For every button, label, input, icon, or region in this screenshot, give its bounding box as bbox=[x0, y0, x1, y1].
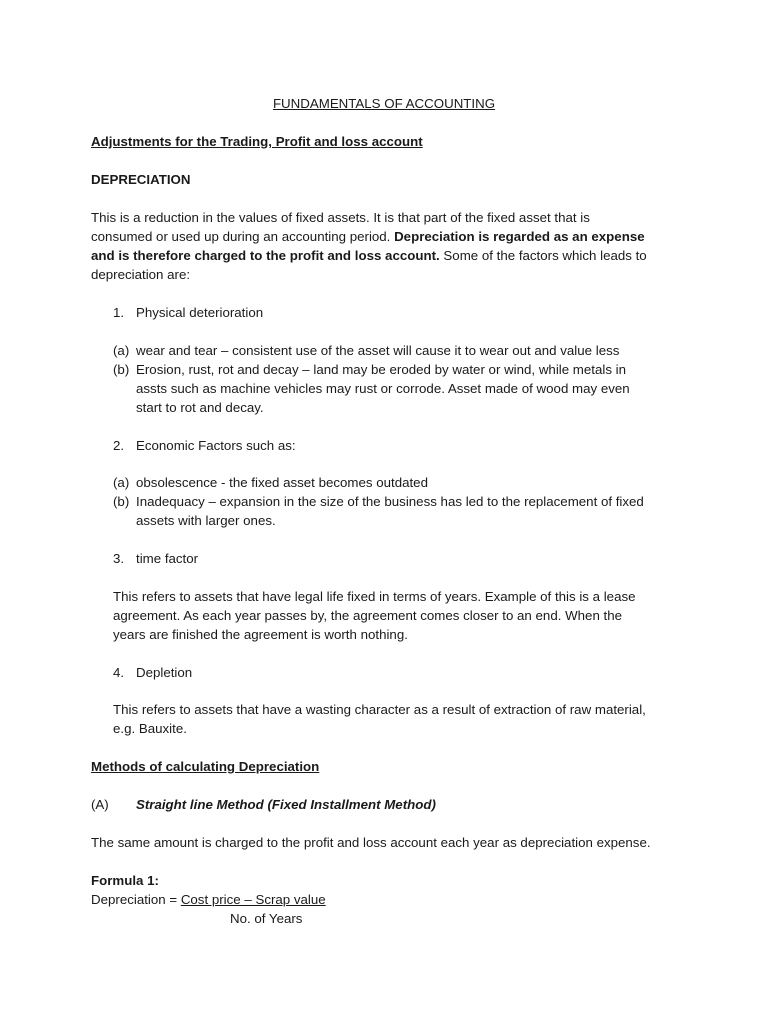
intro-line-3-plain: Some of the factors which leads to bbox=[439, 248, 647, 263]
subtitle: Adjustments for the Trading, Profit and loss account bbox=[91, 134, 423, 149]
formula-lhs: Depreciation = bbox=[91, 892, 181, 907]
intro-line-2-plain: consumed or used up during an accounting period. bbox=[91, 229, 395, 244]
formula-label: Formula 1: bbox=[91, 873, 159, 888]
intro-line-1: This is a reduction in the values of fixed assets. It is that part of the fixed asset that is bbox=[91, 210, 590, 225]
intro-line-2-bold: Depreciation is regarded as an expense bbox=[394, 229, 645, 244]
intro-line-3 bbox=[91, 246, 647, 265]
methods-heading: Methods of calculating Depreciation bbox=[91, 759, 320, 774]
page-title: FUNDAMENTALS OF ACCOUNTING bbox=[272, 96, 496, 111]
sub-item-text: Inadequacy – expansion in the size of the business has led to the replacement of fixed bbox=[136, 494, 644, 509]
formula-denominator: No. of Years bbox=[230, 911, 303, 926]
factor-number: 3. bbox=[113, 551, 125, 566]
method-a-description: The same amount is charged to the profit and loss account each year as depreciation expense. bbox=[91, 835, 651, 850]
method-a-marker: (A) bbox=[91, 797, 109, 812]
sub-item-marker: (a) bbox=[113, 343, 130, 358]
factor-number: 2. bbox=[113, 438, 125, 453]
formula-numerator: Cost price – Scrap value bbox=[180, 892, 326, 907]
intro-line-2 bbox=[91, 227, 645, 246]
intro-line-4: depreciation are: bbox=[91, 267, 191, 282]
sub-item-marker: (a) bbox=[113, 475, 130, 490]
factor-paragraph-line: years are finished the agreement is worth nothing. bbox=[113, 627, 408, 642]
method-a-name: Straight line Method (Fixed Installment Method) bbox=[136, 797, 436, 812]
formula-equation bbox=[91, 890, 326, 909]
factor-label: Depletion bbox=[136, 665, 193, 680]
factor-number: 1. bbox=[113, 305, 125, 320]
section-heading: DEPRECIATION bbox=[91, 172, 191, 187]
sub-item-text: assets with larger ones. bbox=[136, 513, 276, 528]
sub-item-marker: (b) bbox=[113, 494, 130, 509]
sub-item-text: Erosion, rust, rot and decay – land may be eroded by water or wind, while metals in bbox=[136, 362, 627, 377]
factor-label: time factor bbox=[136, 551, 199, 566]
factor-paragraph-line: e.g. Bauxite. bbox=[113, 721, 187, 736]
sub-item-marker: (b) bbox=[113, 362, 130, 377]
sub-item-text: wear and tear – consistent use of the asset will cause it to wear out and value less bbox=[136, 343, 620, 358]
sub-item-text: obsolescence - the fixed asset becomes outdated bbox=[136, 475, 428, 490]
intro-line-3-bold: and is therefore charged to the profit and loss account. bbox=[91, 248, 440, 263]
factor-label: Physical deterioration bbox=[136, 305, 264, 320]
sub-item-text: assts such as machine vehicles may rust or corrode. Asset made of wood may even bbox=[136, 381, 630, 396]
factor-paragraph-line: agreement. As each year passes by, the agreement comes closer to an end. When the bbox=[113, 608, 623, 623]
factor-paragraph-line: This refers to assets that have a wasting character as a result of extraction of raw material, bbox=[113, 702, 646, 717]
factor-number: 4. bbox=[113, 665, 125, 680]
method-a-heading bbox=[91, 795, 109, 814]
factor-paragraph-line: This refers to assets that have legal life fixed in terms of years. Example of this is a lease bbox=[113, 589, 636, 604]
factor-label: Economic Factors such as: bbox=[136, 438, 296, 453]
sub-item-text: start to rot and decay. bbox=[136, 400, 264, 415]
